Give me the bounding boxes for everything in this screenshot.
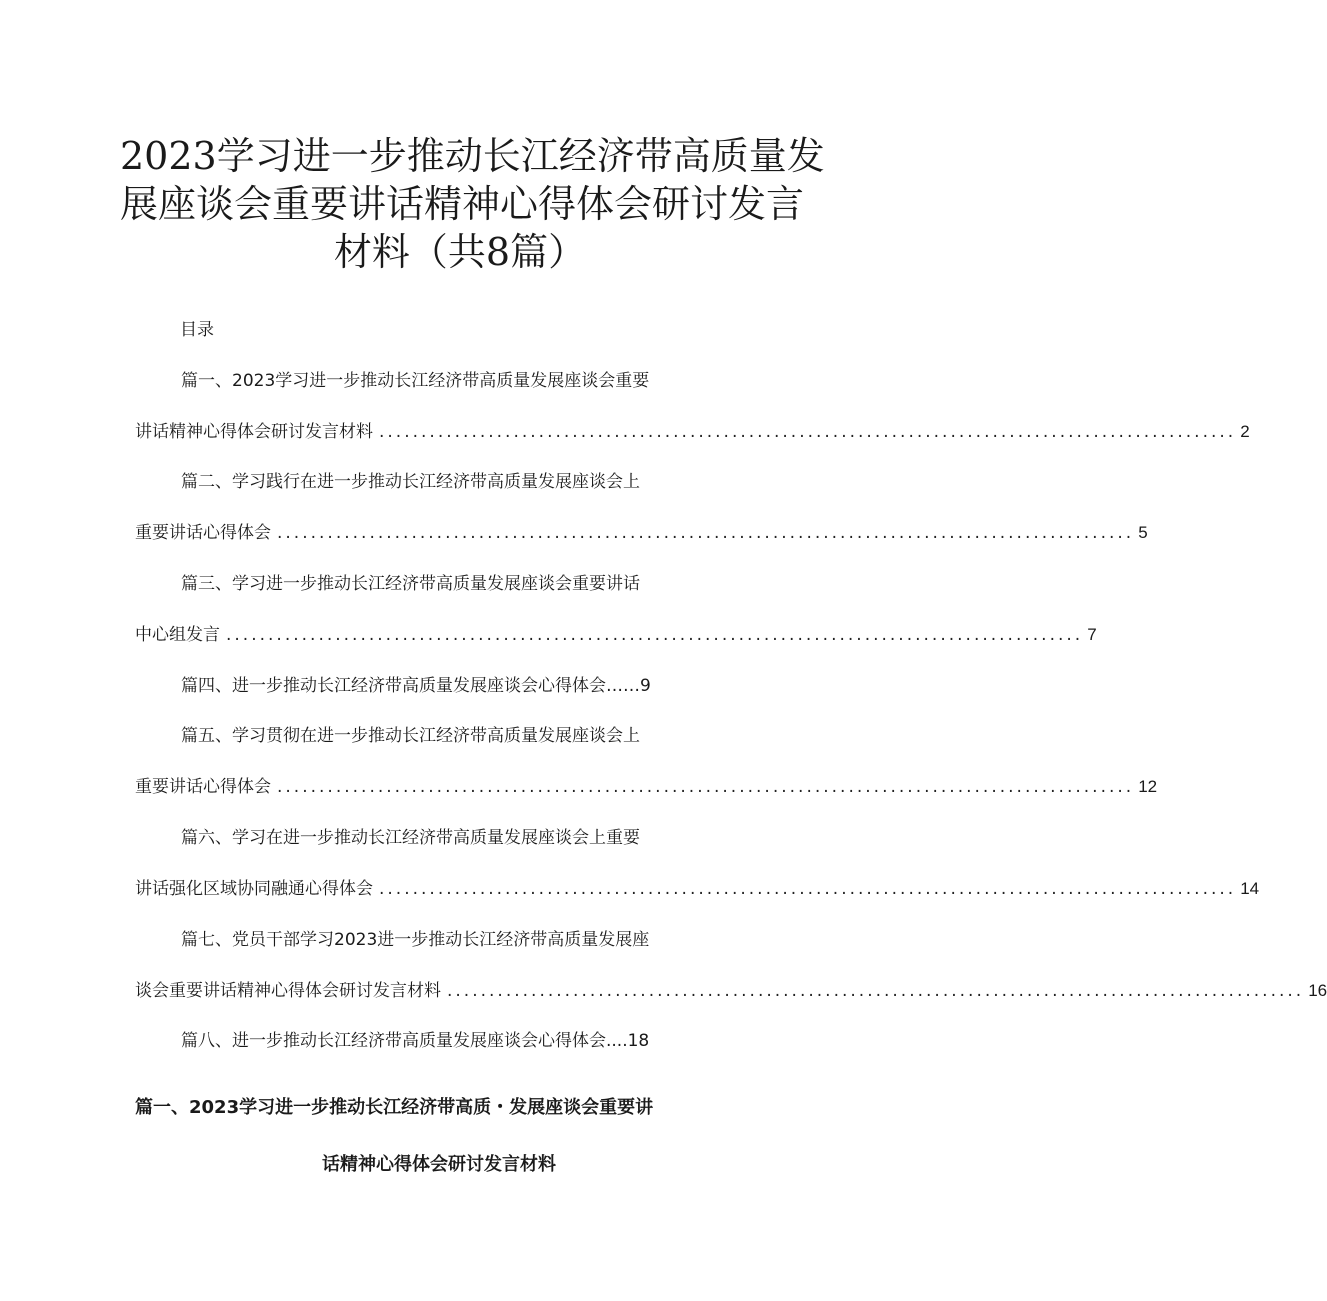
section-title-line: 篇一、2023学习进一步推动长江经济带高质・发展座谈会重要讲 bbox=[135, 1097, 654, 1118]
toc-entry-6-line1[interactable]: 篇六、学习在进一步推动长江经济带高质量发展座谈会上重要 bbox=[181, 828, 640, 848]
toc-entry-6-line2[interactable] bbox=[135, 877, 1260, 901]
toc-entry-3-line2[interactable] bbox=[135, 623, 1097, 647]
toc-entry-1-line2[interactable] bbox=[135, 420, 1250, 444]
toc-entry-8-line1[interactable]: 篇八、进一步推动长江经济带高质量发展座谈会心得体会....18 bbox=[181, 1031, 650, 1051]
title-line: 2023学习进一步推动长江经济带高质量发 bbox=[120, 134, 825, 178]
toc-leader-dots: ...................................................................................................... bbox=[277, 777, 1135, 797]
document-title bbox=[120, 132, 825, 276]
toc-page-number: 14 bbox=[1240, 879, 1260, 898]
toc-page-number: 16 bbox=[1308, 981, 1327, 1000]
toc-leader-dots: ...................................................................................................... bbox=[379, 422, 1237, 442]
toc-entry-text: 谈会重要讲话精神心得体会研讨发言材料 bbox=[135, 981, 441, 1001]
toc-entry-5-line1[interactable]: 篇五、学习贯彻在进一步推动长江经济带高质量发展座谈会上 bbox=[181, 726, 640, 746]
toc-entry-text: 讲话精神心得体会研讨发言材料 bbox=[135, 422, 373, 442]
toc-leader-dots: ...................................................................................................... bbox=[379, 879, 1237, 899]
toc-entry-text: 讲话强化区域协同融通心得体会 bbox=[135, 879, 373, 899]
title-line: 展座谈会重要讲话精神心得体会研讨发言 bbox=[120, 182, 805, 226]
toc-entry-2-line1[interactable]: 篇二、学习践行在进一步推动长江经济带高质量发展座谈会上 bbox=[181, 472, 640, 492]
toc-entry-3-line1[interactable]: 篇三、学习进一步推动长江经济带高质量发展座谈会重要讲话 bbox=[181, 574, 640, 594]
toc-page-number: 5 bbox=[1138, 523, 1148, 542]
toc-page-number: 12 bbox=[1138, 777, 1158, 796]
toc-entry-2-line2[interactable] bbox=[135, 521, 1148, 545]
toc-heading: 目录 bbox=[180, 320, 214, 340]
toc-entry-1-line1[interactable]: 篇一、2023学习进一步推动长江经济带高质量发展座谈会重要 bbox=[181, 371, 650, 391]
toc-leader-dots: ...................................................................................................... bbox=[226, 625, 1084, 645]
toc-page-number: 7 bbox=[1087, 625, 1097, 644]
toc-entry-text: 重要讲话心得体会 bbox=[135, 523, 271, 543]
toc-page-number: 2 bbox=[1240, 422, 1250, 441]
toc-entry-text: 重要讲话心得体会 bbox=[135, 777, 271, 797]
toc-leader-dots: ...................................................................................................... bbox=[277, 523, 1135, 543]
section-title-line: 话精神心得体会研讨发言材料 bbox=[322, 1154, 556, 1175]
toc-entry-5-line2[interactable] bbox=[135, 775, 1158, 799]
toc-entry-text: 中心组发言 bbox=[135, 625, 220, 645]
toc-entry-4-line1[interactable]: 篇四、进一步推动长江经济带高质量发展座谈会心得体会……9 bbox=[181, 676, 651, 696]
title-line: 材料（共8篇） bbox=[333, 230, 587, 274]
toc-leader-dots: ...................................................................................................... bbox=[447, 981, 1305, 1001]
toc-entry-7-line1[interactable]: 篇七、党员干部学习2023进一步推动长江经济带高质量发展座 bbox=[181, 930, 650, 950]
toc-entry-7-line2[interactable] bbox=[135, 979, 1327, 1003]
